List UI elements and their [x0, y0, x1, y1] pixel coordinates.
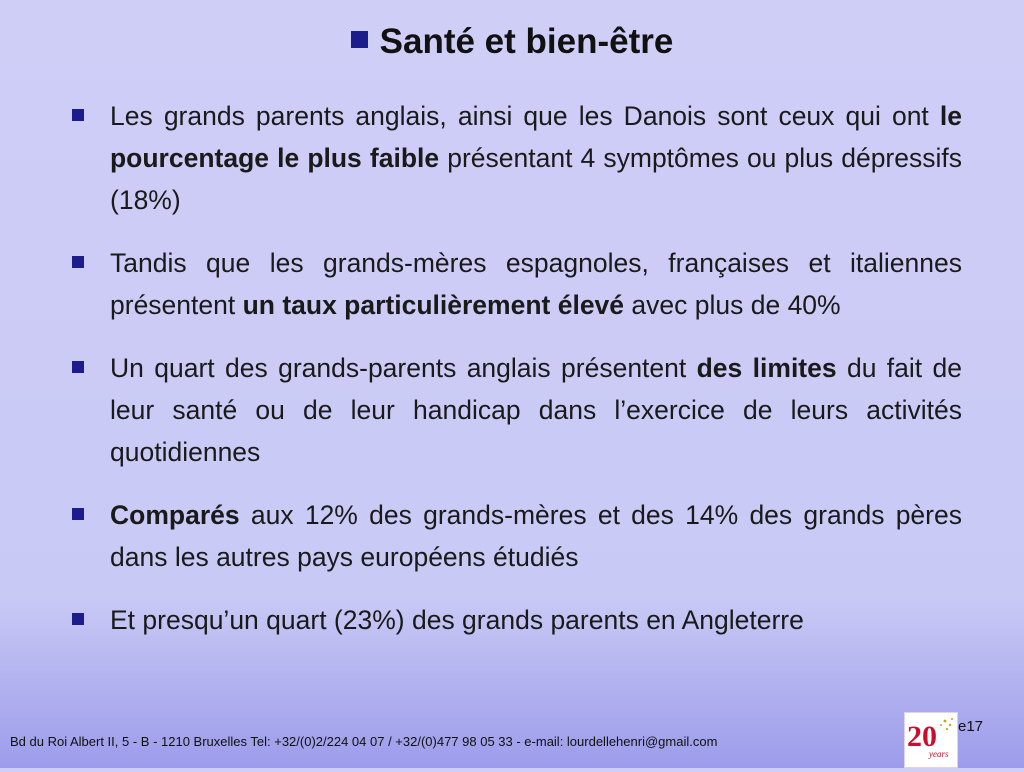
logo-word: years [929, 749, 949, 759]
bullet-square-icon [72, 361, 84, 373]
bullet-text: du fait de leur santé ou de leur handicap dans l’exercice de leurs activités quotidiennes [110, 353, 962, 467]
bullet-item [70, 494, 962, 578]
anniversary-logo [904, 712, 958, 768]
bullet-text: aux 12% des grands-mères et des 14% des grands pères dans les autres pays européens étudiés [110, 500, 962, 572]
bullet-text: Tandis que les grands-mères espagnoles, françaises et italiennes présentent [110, 248, 962, 320]
bullet-bold-text: le pourcentage le plus faible [110, 101, 962, 173]
bullet-item [70, 599, 962, 641]
bullet-text: Et presqu’un quart (23%) des grands parents en Angleterre [110, 605, 804, 635]
bullet-square-icon [72, 256, 84, 268]
bullet-text: présentant 4 symptômes ou plus dépressifs (18%) [110, 143, 962, 215]
bullet-item [70, 347, 962, 473]
bullet-item [70, 95, 962, 221]
bullet-square-icon [72, 613, 84, 625]
bullet-text: Les grands parents anglais, ainsi que les Danois sont ceux qui ont [110, 101, 940, 131]
bullet-bold-text: des limites [696, 353, 837, 383]
bullet-item [70, 242, 962, 326]
bullet-square-icon [72, 109, 84, 121]
page-number: e17 [958, 718, 984, 735]
twenty-years-logo-icon [905, 713, 957, 767]
bullet-list [70, 95, 962, 662]
bullet-square-icon [72, 508, 84, 520]
footer-address: Bd du Roi Albert II, 5 - B - 1210 Bruxelles Tel: +32/(0)2/224 04 07 / +32/(0)477 98 05 33 - e-mail: lourdellehenri@gmail.com [10, 734, 718, 749]
bullet-text: avec plus de 40% [624, 290, 841, 320]
logo-number: 20 [907, 720, 937, 753]
bullet-bold-text: un taux particulièrement élevé [242, 290, 625, 320]
title-bullet-square-icon [351, 31, 368, 48]
slide-title [0, 22, 1024, 62]
slide-title-text: Santé et bien-être [379, 22, 674, 61]
logo-stars-icon [940, 718, 953, 730]
bullet-bold-text: Comparés [110, 500, 240, 530]
bullet-text: Un quart des grands-parents anglais présentent [110, 353, 697, 383]
